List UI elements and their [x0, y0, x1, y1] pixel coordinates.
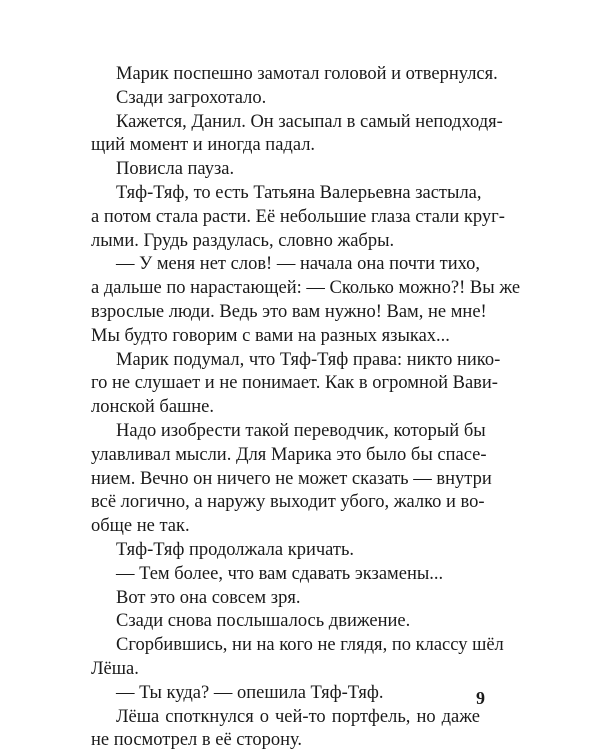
text-line: Повисла пауза. [116, 159, 235, 180]
text-line: Кажется, Данил. Он засыпал в самый неподходя- [116, 111, 503, 132]
text-line: а дальше по нарастающей: — Сколько можно?! Вы же [91, 278, 521, 299]
page-number: 9 [476, 688, 485, 708]
text-line: Тяф-Тяф продолжала кричать. [116, 539, 355, 560]
text-line: взрослые люди. Ведь это вам нужно! Вам, не мне! [91, 301, 487, 322]
text-line: Сгорбившись, ни на кого не глядя, по классу шёл [116, 635, 504, 656]
text-line: лыми. Грудь раздулась, словно жабры. [91, 230, 395, 251]
text-line: всё логично, а наружу выходит убого, жалко и во- [91, 492, 485, 513]
text-line: Надо изобрести такой переводчик, который бы [116, 420, 486, 441]
text-line: Марик поспешно замотал головой и отвернулся. [116, 64, 498, 84]
text-line: Тяф-Тяф, то есть Татьяна Валерьевна застыла, [116, 182, 482, 203]
text-line: обще не так. [91, 516, 190, 537]
body-text [91, 63, 521, 753]
text-line: — Ты куда? — опешила Тяф-Тяф. [116, 682, 384, 703]
text-line: Лёша. [91, 658, 139, 679]
text-line: — У меня нет слов! — начала она почти тихо, [116, 254, 481, 275]
text-line: — Тем более, что вам сдавать экзамены... [116, 563, 444, 584]
text-line: не посмотрел в её сторону. [91, 730, 303, 751]
text-line: Вот это она совсем зря. [116, 587, 301, 608]
text-line: го не слушает и не понимает. Как в огромной Вави- [91, 373, 498, 394]
text-line: улавливал мысли. Для Марика это было бы спасе- [91, 444, 487, 465]
text-line: щий момент и иногда падал. [91, 135, 316, 156]
text-line: Сзади загрохотало. [116, 87, 267, 108]
text-line: Сзади снова послышалось движение. [116, 611, 411, 632]
text-line: Мы будто говорим с вами на разных языках... [91, 325, 450, 346]
text-line: а потом стала расти. Её небольшие глаза стали круг- [91, 206, 505, 227]
text-line: нием. Вечно он ничего не может сказать — внутри [91, 468, 492, 489]
text-line: Марик подумал, что Тяф-Тяф права: никто нико- [116, 349, 501, 370]
text-line: Лёша споткнулся о чей-то портфель, но даже [116, 706, 480, 727]
text-line: лонской башне. [91, 397, 215, 418]
